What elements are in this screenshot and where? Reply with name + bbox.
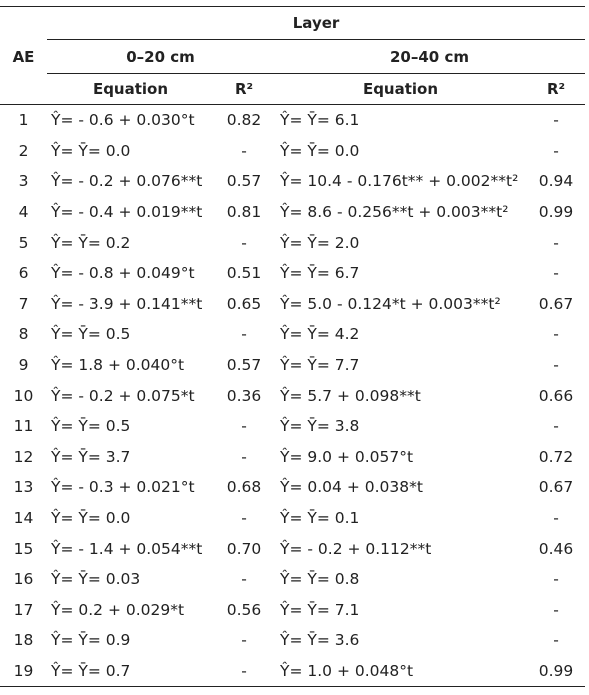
equation-20-40-cell: Ŷ= 0.04 + 0.038*t [280, 478, 423, 497]
r2-20-40-cell: - [553, 141, 559, 160]
r2-20-40-cell: - [553, 631, 559, 650]
r2-0-20-cell: - [241, 233, 247, 252]
r2-0-20-cell: - [241, 417, 247, 436]
table-row [0, 166, 585, 197]
equation-20-40-cell: Ŷ= Ȳ= 4.2 [280, 325, 360, 344]
ae-cell: 3 [18, 172, 29, 191]
ae-cell: 9 [18, 356, 29, 375]
r2-20-40-cell: - [553, 356, 559, 375]
r2-0-20-cell: - [241, 141, 247, 160]
ae-cell: 10 [13, 386, 34, 405]
equation-0-20-cell: Ŷ= - 0.4 + 0.019**t [51, 203, 203, 222]
layer-20-40-header: 20–40 cm [274, 40, 585, 74]
r2-0-20-cell: - [241, 509, 247, 528]
r2-0-20-cell: - [241, 570, 247, 589]
ae-cell: 11 [13, 417, 34, 436]
ae-header-top-spacer [0, 7, 47, 40]
equation-20-40-cell: Ŷ= Ȳ= 0.1 [280, 509, 360, 528]
r2-0-20-cell: 0.65 [226, 294, 262, 313]
r2-20-40-cell: 0.67 [538, 294, 574, 313]
r2-header-0-20: R² [214, 74, 274, 105]
equation-20-40-cell: Ŷ= 8.6 - 0.256**t + 0.003**t² [280, 203, 509, 222]
r2-0-20-cell: 0.81 [226, 203, 262, 222]
r2-20-40-cell: 0.99 [538, 203, 574, 222]
ae-cell: 16 [13, 570, 34, 589]
table-row [0, 625, 585, 656]
ae-cell: 1 [18, 111, 29, 130]
table-row [0, 442, 585, 473]
equation-0-20-cell: Ŷ= - 0.6 + 0.030°t [51, 111, 195, 130]
ae-cell: 6 [18, 264, 29, 283]
equation-20-40-cell: Ŷ= 10.4 - 0.176t** + 0.002**t² [280, 172, 519, 191]
ae-cell: 17 [13, 600, 34, 619]
table-row [0, 595, 585, 626]
table-header [0, 7, 585, 105]
ae-cell: 2 [18, 141, 29, 160]
equation-0-20-cell: Ŷ= - 0.8 + 0.049°t [51, 264, 195, 283]
r2-0-20-cell: - [241, 447, 247, 466]
equation-0-20-cell: Ŷ= 1.8 + 0.040°t [51, 356, 185, 375]
equation-0-20-cell: Ŷ= Ȳ= 3.7 [51, 447, 131, 466]
equation-0-20-cell: Ŷ= 0.2 + 0.029*t [51, 600, 185, 619]
equation-20-40-cell: Ŷ= Ȳ= 7.1 [280, 600, 360, 619]
ae-cell: 18 [13, 631, 34, 650]
table-row [0, 564, 585, 595]
ae-cell: 7 [18, 294, 29, 313]
equation-20-40-cell: Ŷ= Ȳ= 6.1 [280, 111, 360, 130]
table-row [0, 105, 585, 136]
equation-20-40-cell: Ŷ= Ȳ= 3.8 [280, 417, 360, 436]
r2-0-20-cell: 0.56 [226, 600, 262, 619]
table-row [0, 197, 585, 228]
equation-20-40-cell: Ŷ= Ȳ= 0.8 [280, 570, 360, 589]
r2-20-40-cell: 0.46 [538, 539, 574, 558]
ae-cell: 12 [13, 447, 34, 466]
ae-header: AE [12, 47, 35, 66]
r2-20-40-cell: - [553, 570, 559, 589]
table-row [0, 289, 585, 320]
table-row [0, 258, 585, 289]
r2-0-20-cell: 0.68 [226, 478, 262, 497]
table-row [0, 380, 585, 411]
r2-20-40-cell: 0.66 [538, 386, 574, 405]
equation-header-20-40: Equation [274, 74, 527, 105]
layer-0-20-header: 0–20 cm [47, 40, 274, 74]
table-body [0, 105, 585, 687]
r2-0-20-cell: - [214, 656, 274, 687]
ae-cell: 15 [13, 539, 34, 558]
equation-0-20-cell: Ŷ= - 0.3 + 0.021°t [51, 478, 195, 497]
table-row [0, 411, 585, 442]
r2-20-40-cell: 0.99 [527, 656, 585, 687]
equation-20-40-cell: Ŷ= Ȳ= 6.7 [280, 264, 360, 283]
equation-0-20-cell: Ŷ= Ȳ= 0.7 [47, 656, 214, 687]
equation-0-20-cell: Ŷ= Ȳ= 0.03 [51, 570, 141, 589]
equation-0-20-cell: Ŷ= Ȳ= 0.0 [51, 141, 131, 160]
r2-0-20-cell: 0.70 [226, 539, 262, 558]
r2-0-20-cell: - [241, 325, 247, 344]
ae-cell: 19 [0, 656, 47, 687]
table-row [0, 350, 585, 381]
r2-20-40-cell: 0.72 [538, 447, 574, 466]
table-row [0, 227, 585, 258]
equation-0-20-cell: Ŷ= Ȳ= 0.9 [51, 631, 131, 650]
equation-0-20-cell: Ŷ= Ȳ= 0.0 [51, 509, 131, 528]
equation-20-40-cell: Ŷ= 5.0 - 0.124*t + 0.003**t² [280, 294, 501, 313]
equation-20-40-cell: Ŷ= - 0.2 + 0.112**t [280, 539, 432, 558]
equation-20-40-cell: Ŷ= 9.0 + 0.057°t [280, 447, 414, 466]
layer-header: Layer [47, 7, 585, 40]
r2-0-20-cell: 0.82 [226, 111, 262, 130]
ae-cell: 8 [18, 325, 29, 344]
equation-20-40-cell: Ŷ= 5.7 + 0.098**t [280, 386, 421, 405]
ae-cell: 14 [13, 509, 34, 528]
equation-0-20-cell: Ŷ= Ȳ= 0.5 [51, 325, 131, 344]
equation-20-40-cell: Ŷ= Ȳ= 0.0 [280, 141, 360, 160]
r2-0-20-cell: 0.36 [226, 386, 262, 405]
r2-0-20-cell: 0.57 [226, 172, 262, 191]
r2-20-40-cell: 0.94 [538, 172, 574, 191]
equation-20-40-cell: Ŷ= Ȳ= 2.0 [280, 233, 360, 252]
table-row [0, 136, 585, 167]
ae-cell: 5 [18, 233, 29, 252]
r2-20-40-cell: - [553, 233, 559, 252]
equation-0-20-cell: Ŷ= Ȳ= 0.2 [51, 233, 131, 252]
regression-table [0, 6, 585, 687]
r2-20-40-cell: - [553, 509, 559, 528]
r2-0-20-cell: 0.57 [226, 356, 262, 375]
table-row [0, 533, 585, 564]
r2-20-40-cell: - [553, 600, 559, 619]
ae-header-bottom-spacer [0, 74, 47, 105]
table-row [0, 656, 585, 687]
equation-header-0-20: Equation [47, 74, 214, 105]
ae-cell: 13 [13, 478, 34, 497]
equation-0-20-cell: Ŷ= - 0.2 + 0.075*t [51, 386, 195, 405]
equation-20-40-cell: Ŷ= 1.0 + 0.048°t [274, 656, 527, 687]
equation-0-20-cell: Ŷ= - 0.2 + 0.076**t [51, 172, 203, 191]
table-row [0, 319, 585, 350]
r2-0-20-cell: 0.51 [226, 264, 262, 283]
equation-0-20-cell: Ŷ= - 3.9 + 0.141**t [51, 294, 203, 313]
table-row [0, 503, 585, 534]
r2-header-20-40: R² [527, 74, 585, 105]
equation-20-40-cell: Ŷ= Ȳ= 3.6 [280, 631, 360, 650]
equation-0-20-cell: Ŷ= - 1.4 + 0.054**t [51, 539, 203, 558]
r2-20-40-cell: - [553, 264, 559, 283]
r2-20-40-cell: - [553, 325, 559, 344]
equation-20-40-cell: Ŷ= Ȳ= 7.7 [280, 356, 360, 375]
ae-cell: 4 [18, 203, 29, 222]
r2-0-20-cell: - [241, 631, 247, 650]
equation-0-20-cell: Ŷ= Ȳ= 0.5 [51, 417, 131, 436]
r2-20-40-cell: - [553, 417, 559, 436]
r2-20-40-cell: - [553, 111, 559, 130]
table-row [0, 472, 585, 503]
r2-20-40-cell: 0.67 [538, 478, 574, 497]
